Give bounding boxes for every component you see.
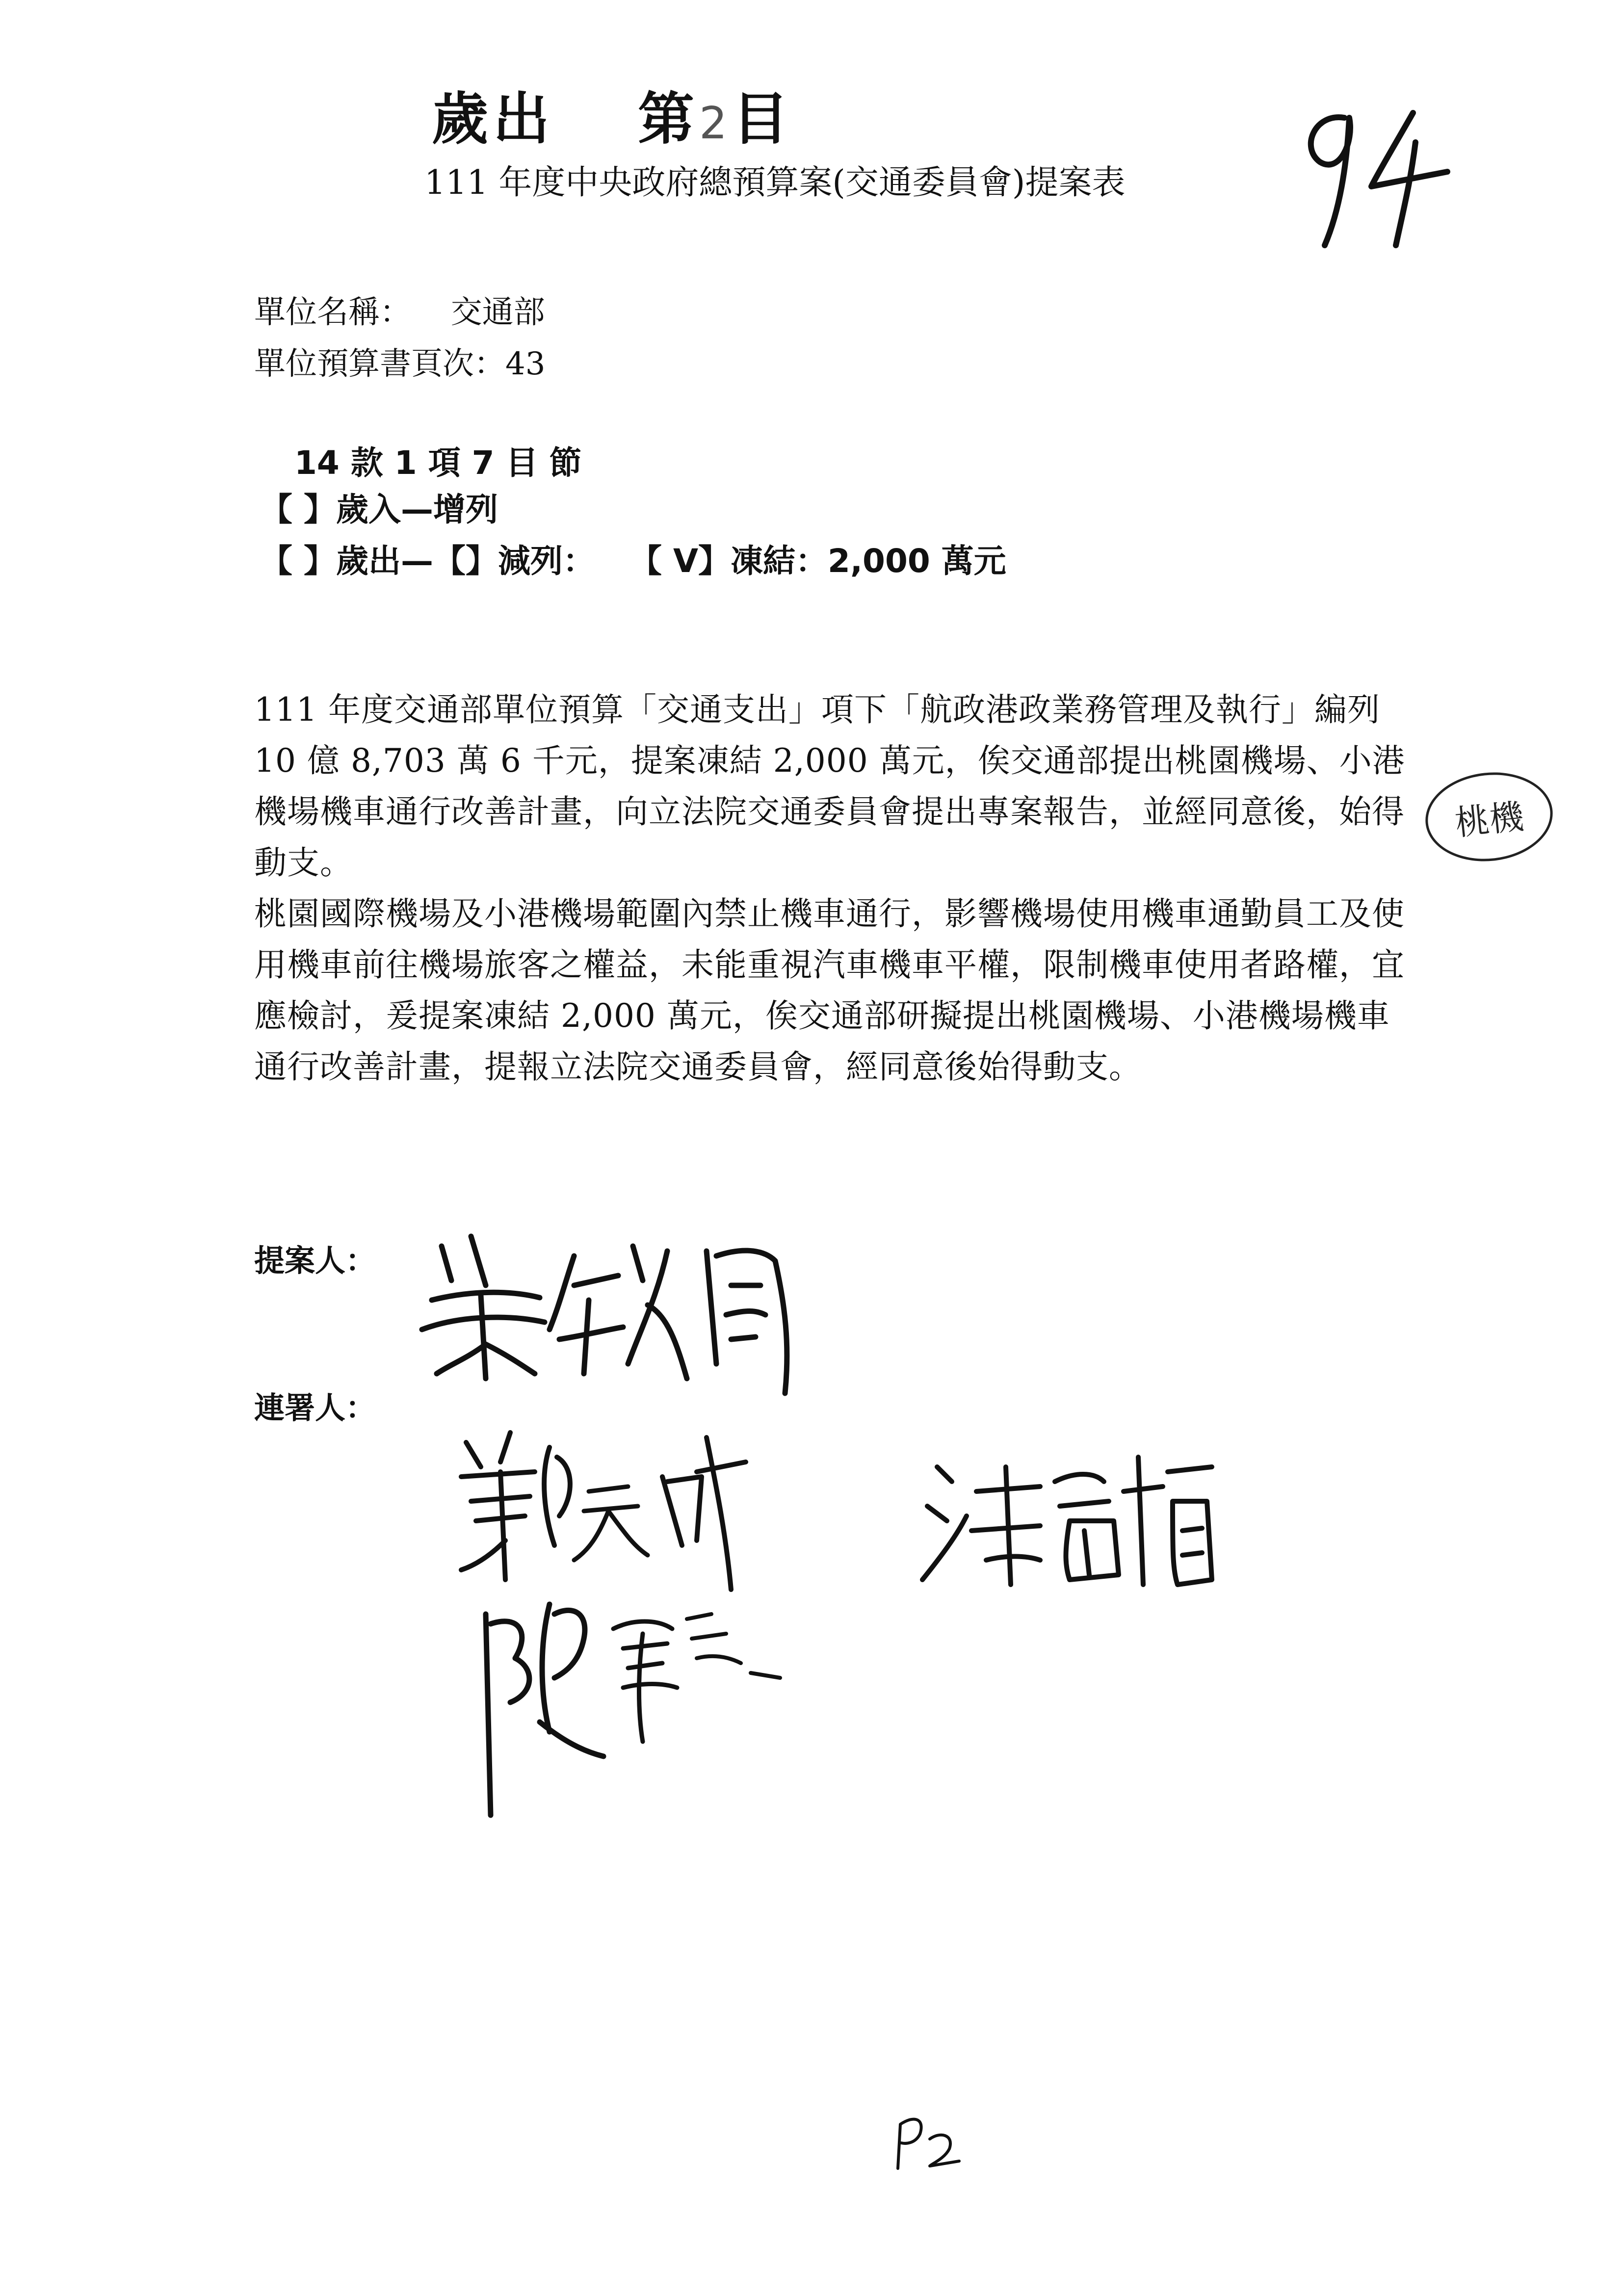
title-right-suffix: 目 <box>732 86 794 152</box>
freeze-amount: 【 V】凍結：2,000 萬元 <box>629 542 1006 580</box>
stamp-text: 桃機 <box>1453 796 1526 843</box>
proposal-paragraph-2: 桃園國際機場及小港機場範圍內禁止機車通行，影響機場使用機車通勤員工及使用機車前往機場旅客之權益，未能重視汽車機車平權，限制機車使用者路權，宜應檢討，爰提案凍結 2,000 萬元，俟交通部研擬提出桃園機場、小港機場機車通行改善計畫，提報立法院交通委員會，經同意後始得動支。 <box>254 895 1405 1086</box>
cosigner-label: 連署人： <box>254 1390 376 1426</box>
proposer-signature <box>412 1217 805 1403</box>
unit-name-value: 交通部 <box>450 294 545 331</box>
title-right-number: 2 <box>699 98 733 149</box>
circled-stamp <box>1421 766 1557 867</box>
cosigner-signature-2 <box>908 1437 1227 1594</box>
unit-page-value: 43 <box>505 346 546 382</box>
unit-page-label: 單位預算書頁次： <box>254 346 505 382</box>
unit-page-row <box>254 339 545 384</box>
form-subtitle: 111 年度中央政府總預算案(交通委員會)提案表 <box>424 163 1126 202</box>
title-right-prefix: 第 <box>638 86 700 152</box>
handwritten-page-number <box>1285 88 1462 255</box>
revenue-increase-line: 【 】歲入—增列 <box>260 491 498 528</box>
cosigner-signature-3 <box>466 1585 780 1830</box>
unit-name-label: 單位名稱： <box>254 294 411 331</box>
expenditure-line <box>260 535 1006 581</box>
proposer-label: 提案人： <box>254 1243 376 1278</box>
budget-code-line: 14 款 1 項 7 目 節 <box>294 444 582 482</box>
expenditure-reduce-label: 【 】歲出—【】減列： <box>260 542 595 580</box>
cosigner-signature-1 <box>451 1418 756 1604</box>
form-title <box>432 74 793 155</box>
footer-mark <box>891 2105 969 2173</box>
unit-name-row <box>254 287 545 332</box>
proposal-paragraph-1: 111 年度交通部單位預算「交通支出」項下「航政港政業務管理及執行」編列 10 億 8,703 萬 6 千元，提案凍結 2,000 萬元，俟交通部提出桃園機場、小港機場機車通行改善計畫，向立法院交通委員會提出專案報告，並經同意後，始得動支。 <box>254 691 1405 882</box>
title-left: 歲出 <box>432 86 555 152</box>
